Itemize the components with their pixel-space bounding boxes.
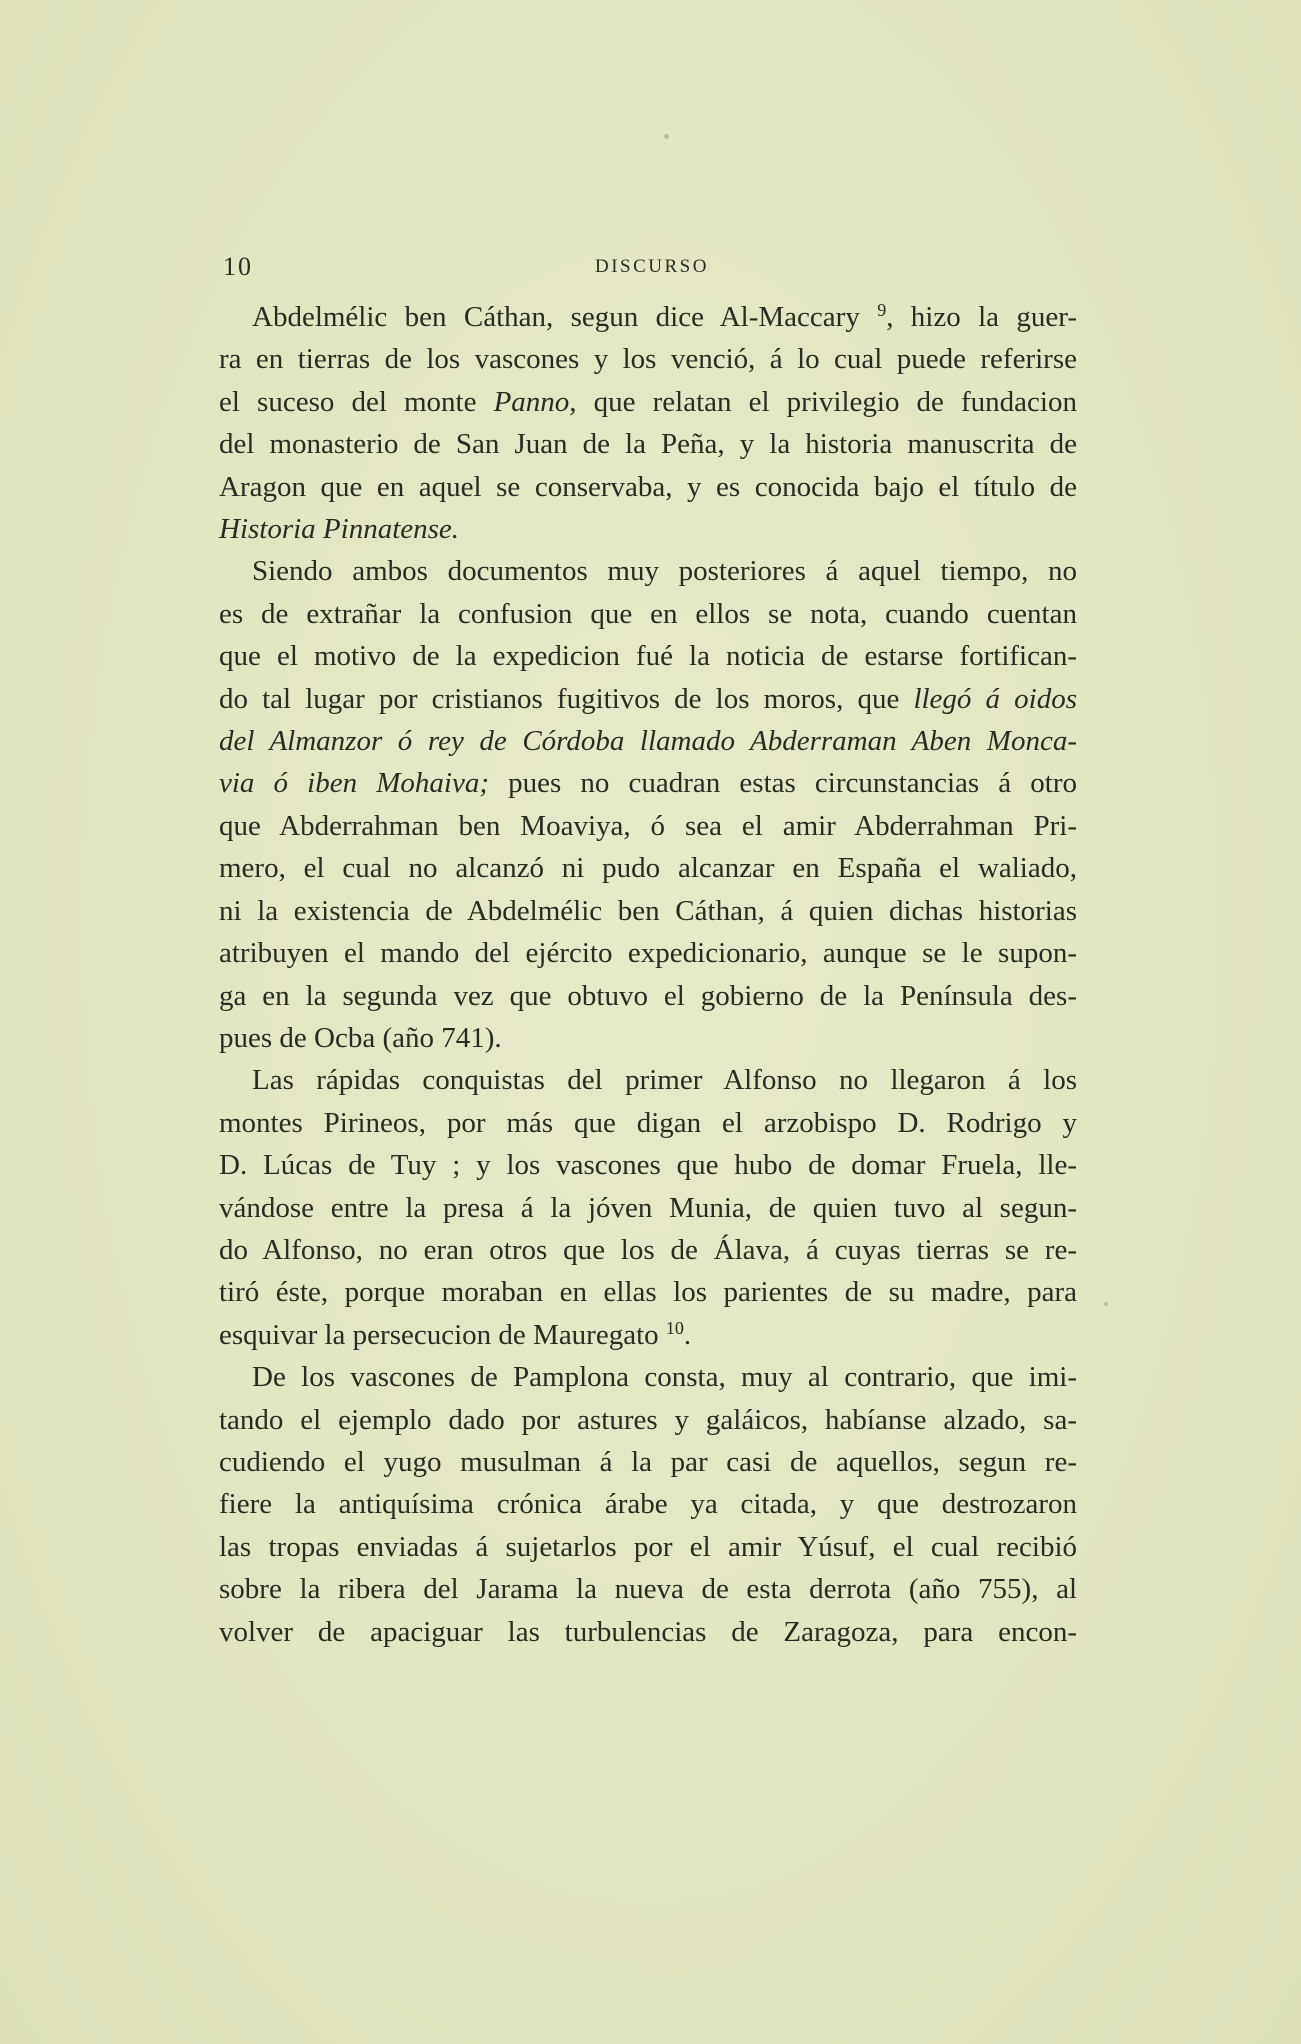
paper-speck bbox=[664, 134, 669, 139]
body-text bbox=[219, 296, 1077, 1653]
text-run: D. Lúcas de Tuy ; y los vascones que hubo de domar Fruela, lle- bbox=[219, 1149, 1077, 1182]
text-run: De los vascones de Pamplona consta, muy al contrario, que imi- bbox=[252, 1361, 1077, 1394]
text-line bbox=[219, 593, 1077, 635]
text-line bbox=[219, 1356, 1077, 1398]
text-run: pues no cuadran estas circunstancias á otro bbox=[488, 767, 1077, 800]
text-run: que Abderrahman ben Moaviya, ó sea el amir Abderrahman Pri- bbox=[219, 809, 1077, 842]
text-run: do tal lugar por cristianos fugitivos de los moros, que bbox=[219, 682, 914, 715]
text-run: Aragon que en aquel se conservaba, y es conocida bajo el título de bbox=[219, 470, 1077, 503]
italic-text: del Almanzor ó rey de Córdoba llamado Abderraman Aben Monca- bbox=[219, 725, 1077, 758]
paragraph bbox=[219, 1356, 1077, 1653]
text-line bbox=[219, 1144, 1077, 1186]
text-run: que relatan el privilegio de fundacion bbox=[576, 385, 1077, 418]
text-run: Abdelmélic ben Cáthan, segun dice Al-Maccary bbox=[252, 301, 878, 333]
text-line bbox=[219, 466, 1077, 508]
text-run: mero, el cual no alcanzó ni pudo alcanzar en España el waliado, bbox=[219, 852, 1077, 885]
text-run: del monasterio de San Juan de la Peña, y la historia manuscrita de bbox=[219, 428, 1077, 461]
text-line bbox=[219, 1611, 1077, 1653]
text-line bbox=[219, 550, 1077, 592]
text-line bbox=[219, 1102, 1077, 1144]
text-line bbox=[219, 847, 1077, 889]
text-line bbox=[219, 1271, 1077, 1313]
text-line bbox=[219, 1314, 1077, 1356]
text-run: Siendo ambos documentos muy posteriores á aquel tiempo, no bbox=[252, 555, 1077, 588]
text-run: ga en la segunda vez que obtuvo el gobierno de la Península des- bbox=[219, 979, 1077, 1012]
text-run: tiró éste, porque moraban en ellas los parientes de su madre, para bbox=[219, 1276, 1077, 1309]
text-line bbox=[219, 678, 1077, 720]
text-run: atribuyen el mando del ejército expedicionario, aunque se le supon- bbox=[219, 937, 1077, 970]
text-run: pues de Ocba (año 741). bbox=[219, 1021, 502, 1054]
text-run: que el motivo de la expedicion fué la noticia de estarse fortifican- bbox=[219, 640, 1077, 673]
text-line bbox=[219, 932, 1077, 974]
text-run: . bbox=[683, 1318, 692, 1351]
text-line bbox=[219, 720, 1077, 762]
text-run: fiere la antiquísima crónica árabe ya citada, y que destrozaron bbox=[219, 1488, 1077, 1521]
text-run: volver de apaciguar las turbulencias de Zaragoza, para encon- bbox=[219, 1615, 1077, 1648]
footnote-ref: 9 bbox=[877, 300, 887, 320]
paper-speck bbox=[1104, 1302, 1108, 1306]
text-line bbox=[219, 890, 1077, 932]
paragraph bbox=[219, 550, 1077, 1059]
text-run: ra en tierras de los vascones y los venció, á lo cual puede referirse bbox=[219, 343, 1077, 376]
text-run: ni la existencia de Abdelmélic ben Cáthan, á quien dichas historias bbox=[219, 894, 1077, 927]
text-run: montes Pirineos, por más que digan el arzobispo D. Rodrigo y bbox=[219, 1106, 1077, 1139]
text-line bbox=[219, 1568, 1077, 1610]
italic-text: via ó iben Mohaiva; bbox=[219, 767, 489, 800]
text-run: es de extrañar la confusion que en ellos se nota, cuando cuentan bbox=[219, 597, 1077, 630]
text-line bbox=[219, 635, 1077, 677]
text-run: tando el ejemplo dado por astures y galáicos, habíanse alzado, sa- bbox=[219, 1403, 1077, 1436]
text-run: el suceso del monte bbox=[219, 385, 494, 418]
text-run: sobre la ribera del Jarama la nueva de esta derrota (año 755), al bbox=[219, 1573, 1077, 1606]
paragraph bbox=[219, 296, 1077, 550]
text-run: vándose entre la presa á la jóven Munia, de quien tuvo al segun- bbox=[219, 1191, 1077, 1224]
text-line bbox=[219, 296, 1077, 338]
text-line bbox=[219, 1229, 1077, 1271]
text-line bbox=[219, 1399, 1077, 1441]
paragraph bbox=[219, 1059, 1077, 1356]
text-line bbox=[219, 805, 1077, 847]
text-line bbox=[219, 1526, 1077, 1568]
page-header bbox=[223, 252, 1081, 282]
text-line bbox=[219, 338, 1077, 380]
text-line bbox=[219, 1441, 1077, 1483]
text-run: las tropas enviadas á sujetarlos por el amir Yúsuf, el cual recibió bbox=[219, 1530, 1077, 1563]
italic-text: Historia Pinnatense. bbox=[219, 513, 460, 546]
text-run: cudiendo el yugo musulman á la par casi de aquellos, segun re- bbox=[219, 1445, 1077, 1478]
text-line bbox=[219, 975, 1077, 1017]
text-line bbox=[219, 762, 1077, 804]
footnote-ref: 10 bbox=[665, 1317, 684, 1338]
page-number: 10 bbox=[223, 252, 253, 281]
text-run: Las rápidas conquistas del primer Alfonso no llegaron á los bbox=[252, 1064, 1077, 1097]
text-line bbox=[219, 381, 1077, 423]
text-line bbox=[219, 423, 1077, 465]
text-run: esquivar la persecucion de Mauregato bbox=[219, 1318, 666, 1351]
italic-text: Panno, bbox=[493, 385, 577, 418]
text-line bbox=[219, 1483, 1077, 1525]
running-head: DISCURSO bbox=[595, 256, 709, 277]
italic-text: llegó á oidos bbox=[913, 682, 1077, 715]
text-line bbox=[219, 508, 1077, 550]
text-run: do Alfonso, no eran otros que los de Álava, á cuyas tierras se re- bbox=[219, 1233, 1077, 1266]
text-line bbox=[219, 1059, 1077, 1101]
text-line bbox=[219, 1187, 1077, 1229]
text-run: , hizo la guer- bbox=[886, 301, 1077, 333]
text-line bbox=[219, 1017, 1077, 1059]
